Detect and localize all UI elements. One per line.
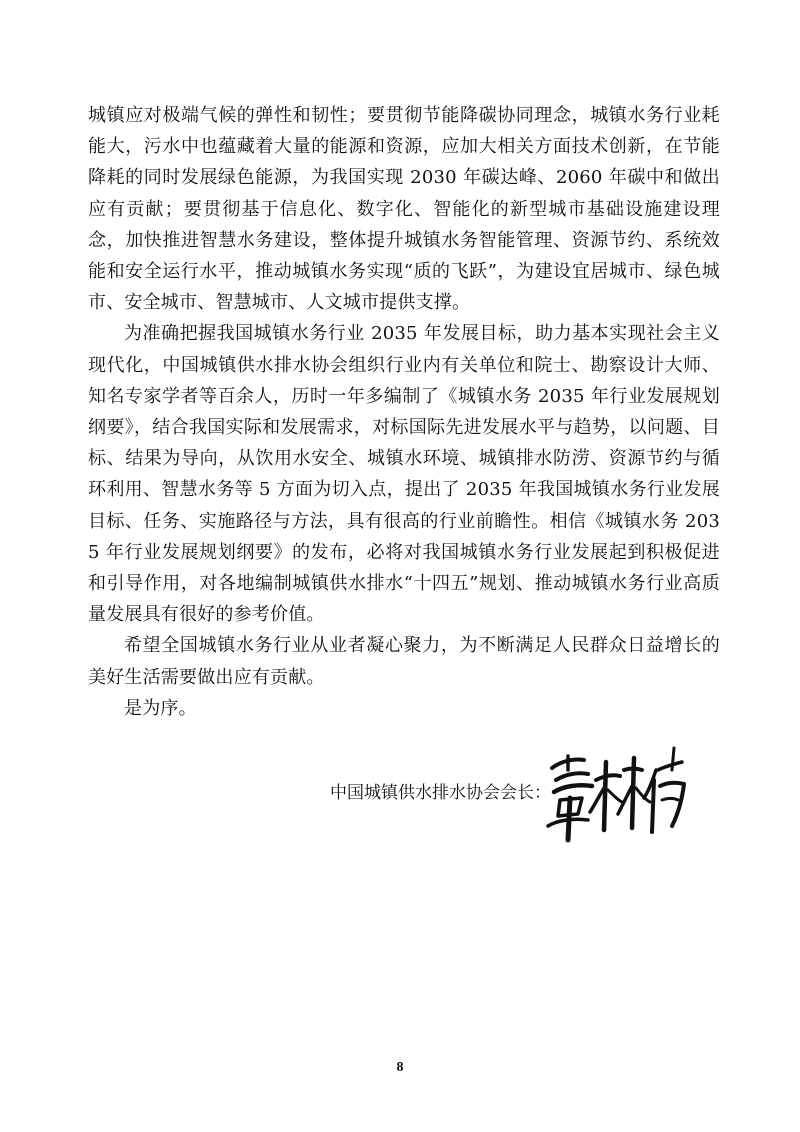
paragraph-3: 希望全国城镇水务行业从业者凝心聚力，为不断满足人民群众日益增长的美好生活需要做出应有贡献。 (88, 635, 720, 688)
handwritten-signature (538, 740, 688, 845)
body-text (88, 100, 720, 724)
paragraph-1: 城镇应对极端气候的弹性和韧性；要贯彻节能降碳协同理念，城镇水务行业耗能大，污水中也蕴藏着大量的能源和资源，应加大相关方面技术创新，在节能降耗的同时发展绿色能源，为我国实现 2030 年碳达峰、2060 年碳中和做出应有贡献；要贯彻基于信息化、数字化、智能化的新型城市基础设施建设理念，加快推进智慧水务建设，整体提升城镇水务智能管理、资源节约、系统效能和安全运行水平，推动城镇水务实现“质的飞跃”，为建设宜居城市、绿色城市、安全城市、智慧城市、人文城市提供支撑。 (88, 105, 720, 314)
paragraph-2: 为准确把握我国城镇水务行业 2035 年发展目标，助力基本实现社会主义现代化，中国城镇供水排水协会组织行业内有关单位和院士、勘察设计大师、知名专家学者等百余人，历时一年多编制了《城镇水务 2035 年行业发展规划纲要》，结合我国实际和发展需求，对标国际先进发展水平与趋势，以问题、目标、结果为导向，从饮用水安全、城镇水环境、城镇排水防涝、资源节约与循环利用、智慧水务等 5 方面为切入点，提出了 2035 年我国城镇水务行业发展目标、任务、实施路径与方法，具有很高的行业前瞻性。相信《城镇水务 2035 年行业发展规划纲要》的发布，必将对我国城镇水务行业发展起到积极促进和引导作用，对各地编制城镇供水排水“十四五”规划、推动城镇水务行业高质量发展具有很好的参考价值。 (88, 323, 720, 626)
signature-block (330, 740, 690, 850)
page-number: 8 (396, 1060, 404, 1075)
paragraph-4: 是为序。 (124, 697, 197, 719)
signature-title: 中国城镇供水排水协会会长： (330, 783, 551, 803)
